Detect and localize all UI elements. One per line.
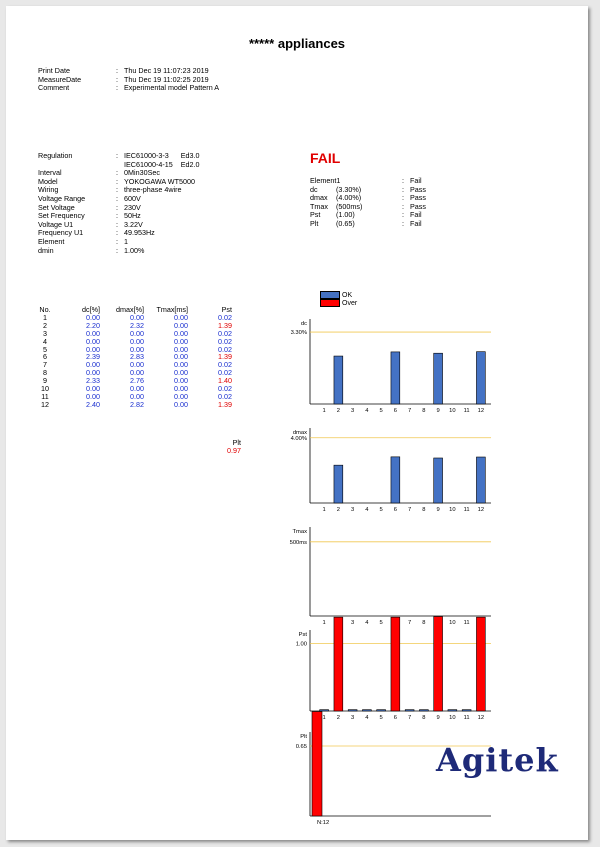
print-date-label: Print Date	[38, 66, 70, 75]
x-tick-label: 10	[449, 507, 456, 513]
colon: :	[402, 184, 404, 194]
cell-pst: 0.02	[218, 344, 232, 354]
cell-pst: 0.02	[218, 312, 232, 322]
colon: :	[402, 210, 404, 220]
model-value: YOKOGAWA WT5000	[124, 176, 195, 186]
cell-dmax: 0.00	[130, 312, 144, 322]
colon: :	[402, 201, 404, 211]
cell-tmax: 0.00	[174, 384, 188, 394]
colon: :	[116, 185, 118, 195]
wiring-value: three-phase 4wire	[124, 185, 182, 195]
cell-dmax: 2.32	[130, 320, 144, 330]
bar	[391, 352, 400, 404]
measure-date-label: MeasureDate	[38, 74, 82, 84]
x-tick-label: 4	[365, 507, 369, 513]
cell-dmax: 0.00	[130, 336, 144, 346]
element-value: 1	[124, 237, 128, 246]
set-voltage-value: 230V	[124, 202, 141, 212]
comment-label: Comment	[38, 83, 70, 93]
voltage-range-label: Voltage Range	[38, 194, 86, 203]
colon: :	[402, 193, 404, 203]
cell-dmax: 0.00	[130, 368, 144, 378]
col-header-dmax: dmax[%]	[116, 305, 144, 314]
colon: :	[116, 176, 118, 186]
print-date-value: Thu Dec 19 11:07:23 2019	[124, 66, 209, 75]
cell-pst: 1.39	[218, 399, 232, 409]
cell-dmax: 2.83	[130, 352, 144, 362]
colon: :	[116, 66, 118, 75]
colon: :	[116, 211, 118, 221]
colon: :	[116, 194, 118, 203]
fail-status: FAIL	[310, 150, 341, 166]
x-tick-label: 8	[422, 408, 426, 414]
frequency-u1-value: 49.953Hz	[124, 228, 155, 238]
element-label: Element	[38, 237, 65, 246]
bar	[377, 710, 386, 711]
x-tick-label: 1	[322, 507, 326, 513]
regulation-value-1: IEC61000-3-3 Ed3.0	[124, 151, 200, 160]
cell-dmax: 0.00	[130, 360, 144, 370]
x-tick-label: 5	[379, 620, 383, 626]
bar	[320, 710, 329, 711]
result-limit: (500ms)	[336, 201, 363, 211]
y-axis-label: Tmax	[292, 529, 307, 535]
bar	[334, 356, 343, 404]
cell-dc: 0.00	[86, 328, 100, 338]
cell-no: 3	[43, 328, 47, 338]
x-tick-label: 12	[477, 507, 485, 513]
cell-tmax: 0.00	[174, 368, 188, 378]
y-axis-label: dmax	[292, 430, 307, 436]
dmin-label: dmin	[38, 245, 54, 255]
colon: :	[116, 168, 118, 178]
x-tick-label: 5	[379, 715, 383, 721]
x-tick-label: 8	[422, 507, 426, 513]
cell-no: 5	[43, 344, 47, 354]
bar	[448, 710, 457, 711]
bar	[434, 353, 443, 404]
plt-label: Plt	[232, 438, 241, 447]
cell-dc: 0.00	[86, 391, 100, 401]
cell-dc: 2.33	[86, 376, 100, 386]
cell-no: 1	[43, 312, 47, 322]
x-tick-label: 3	[351, 620, 355, 626]
cell-tmax: 0.00	[174, 360, 188, 370]
report-page	[6, 6, 588, 840]
colon: :	[116, 74, 118, 84]
colon: :	[116, 228, 118, 238]
bar	[405, 710, 414, 711]
cell-dmax: 0.00	[130, 391, 144, 401]
x-tick-label: 7	[408, 408, 412, 414]
x-tick-label: 2	[336, 715, 340, 721]
bar	[391, 617, 400, 711]
cell-tmax: 0.00	[174, 328, 188, 338]
x-tick-label: 6	[393, 507, 397, 513]
cell-pst: 0.02	[218, 328, 232, 338]
cell-tmax: 0.00	[174, 399, 188, 409]
voltage-u1-value: 3.22V	[124, 219, 143, 229]
cell-no: 10	[41, 384, 49, 394]
result-limit: (4.00%)	[336, 193, 362, 203]
regulation-label: Regulation	[38, 151, 73, 160]
bar	[391, 457, 400, 503]
result-judge: Fail	[410, 176, 422, 185]
x-tick-label: 1	[322, 620, 326, 626]
cell-dmax: 0.00	[130, 384, 144, 394]
bar	[348, 710, 357, 711]
x-tick-label: 5	[379, 507, 383, 513]
result-name: Pst	[310, 210, 321, 220]
cell-dmax: 0.00	[130, 328, 144, 338]
x-tick-label: 9	[436, 408, 440, 414]
regulation-value-2: IEC61000-4-15 Ed2.0	[124, 159, 200, 169]
x-tick-label: 4	[365, 408, 369, 414]
result-judge: Pass	[410, 184, 426, 194]
cell-pst: 1.39	[218, 320, 232, 330]
set-frequency-value: 50Hz	[124, 211, 141, 221]
voltage-range-value: 600V	[124, 194, 141, 203]
cell-tmax: 0.00	[174, 352, 188, 362]
x-tick-label: 6	[393, 408, 397, 414]
x-tick-label: 10	[449, 715, 456, 721]
cell-no: 2	[43, 320, 47, 330]
cell-dc: 0.00	[86, 360, 100, 370]
cell-pst: 0.02	[218, 360, 232, 370]
result-limit: (1.00)	[336, 210, 355, 220]
cell-tmax: 0.00	[174, 320, 188, 330]
cell-dc: 0.00	[86, 368, 100, 378]
cell-no: 8	[43, 368, 47, 378]
bar	[434, 617, 443, 712]
bar	[362, 710, 371, 711]
x-tick-label: 3	[351, 408, 355, 414]
cell-dmax: 2.76	[130, 376, 144, 386]
x-tick-label: 11	[463, 715, 470, 721]
bar	[462, 710, 471, 711]
x-tick-label: 2	[336, 408, 340, 414]
cell-tmax: 0.00	[174, 344, 188, 354]
result-judge: Fail	[410, 210, 422, 220]
x-tick-label: 5	[379, 408, 383, 414]
cell-pst: 1.40	[218, 376, 232, 386]
col-header-pst: Pst	[221, 305, 232, 314]
frequency-u1-label: Frequency U1	[38, 228, 84, 238]
set-frequency-label: Set Frequency	[38, 211, 85, 221]
x-tick-label: 12	[477, 408, 485, 414]
x-tick-label: 11	[463, 408, 470, 414]
cell-tmax: 0.00	[174, 312, 188, 322]
x-tick-label: 10	[449, 620, 456, 626]
y-axis-label: Pst	[298, 632, 307, 638]
bar	[434, 458, 443, 503]
colon: :	[116, 237, 118, 246]
cell-no: 11	[41, 391, 49, 401]
colon: :	[116, 202, 118, 212]
x-tick-label: 2	[336, 507, 340, 513]
colon: :	[116, 83, 118, 93]
y-axis-label: Plt	[300, 734, 307, 740]
x-tick-label: 8	[422, 620, 426, 626]
colon: :	[116, 219, 118, 229]
legend-label-ok: OK	[342, 291, 353, 299]
limit-label: 0.65	[295, 744, 307, 750]
voltage-u1-label: Voltage U1	[38, 219, 74, 229]
colon: :	[116, 151, 118, 160]
x-tick-label: N:12	[317, 820, 330, 826]
interval-label: Interval	[38, 168, 62, 178]
cell-dc: 0.00	[86, 344, 100, 354]
x-tick-label: 3	[351, 715, 355, 721]
col-header-tmax: Tmax[ms]	[156, 305, 188, 314]
cell-tmax: 0.00	[174, 376, 188, 386]
result-judge: Fail	[410, 219, 422, 228]
cell-dmax: 2.82	[130, 399, 144, 409]
cell-tmax: 0.00	[174, 336, 188, 346]
x-tick-label: 4	[365, 715, 369, 721]
x-tick-label: 4	[365, 620, 369, 626]
colon: :	[402, 176, 404, 185]
result-judge: Pass	[410, 201, 426, 211]
col-header-dc: dc[%]	[82, 305, 100, 314]
bar	[476, 617, 485, 711]
result-judge: Pass	[410, 193, 426, 203]
result-limit: (3.30%)	[336, 184, 362, 194]
cell-no: 6	[43, 352, 47, 362]
x-tick-label: 6	[393, 715, 397, 721]
measure-date-value: Thu Dec 19 11:02:25 2019	[124, 74, 209, 84]
bar-charts	[6, 6, 588, 840]
cell-tmax: 0.00	[174, 391, 188, 401]
limit-label: 1.00	[295, 641, 307, 648]
cell-pst: 1.39	[218, 352, 232, 362]
interval-value: 0Min30Sec	[124, 168, 160, 178]
model-label: Model	[38, 176, 58, 186]
limit-label: 4.00%	[290, 435, 307, 442]
cell-no: 4	[43, 336, 47, 346]
set-voltage-label: Set Voltage	[38, 202, 75, 212]
colon: :	[116, 245, 118, 255]
cell-dmax: 0.00	[130, 344, 144, 354]
report-title: ***** appliances	[248, 36, 346, 51]
cell-pst: 0.02	[218, 368, 232, 378]
x-tick-label: 8	[422, 715, 426, 721]
x-tick-label: 9	[436, 507, 440, 513]
bar	[419, 710, 428, 711]
comment-value: Experimental model Pattern A	[124, 83, 220, 93]
limit-label: 3.30%	[290, 330, 307, 337]
cell-pst: 0.02	[218, 391, 232, 401]
cell-dc: 0.00	[86, 336, 100, 346]
plt-value: 0.97	[227, 446, 241, 455]
cell-no: 7	[43, 360, 47, 370]
result-name: dc	[310, 184, 318, 194]
cell-dc: 0.00	[86, 384, 100, 394]
bar	[476, 352, 485, 404]
x-tick-label: 10	[449, 408, 456, 414]
cell-pst: 0.02	[218, 336, 232, 346]
x-tick-label: 11	[463, 620, 470, 626]
result-name: Plt	[310, 219, 319, 228]
x-tick-label: 3	[351, 507, 355, 513]
legend-label-over: Over	[342, 299, 358, 307]
bar	[476, 457, 485, 503]
cell-dc: 2.39	[86, 352, 100, 362]
col-header-no: No.	[39, 305, 51, 314]
cell-no: 12	[41, 399, 49, 409]
limit-label: 500ms	[289, 539, 307, 546]
result-name: dmax	[310, 193, 328, 203]
x-tick-label: 7	[408, 507, 412, 513]
result-limit: (0.65)	[336, 219, 355, 228]
x-tick-label: 1	[322, 408, 326, 414]
y-axis-label: dc	[300, 321, 307, 327]
x-tick-label: 7	[408, 715, 412, 721]
result-name: Tmax	[310, 201, 328, 211]
x-tick-label: 12	[477, 715, 485, 721]
bar	[334, 465, 343, 503]
colon: :	[402, 219, 404, 228]
cell-no: 9	[43, 376, 47, 386]
x-tick-label: 9	[436, 715, 440, 721]
cell-dc: 0.00	[86, 312, 100, 322]
agitek-logo: Agitek	[436, 741, 559, 779]
result-name: Element1	[310, 176, 341, 185]
wiring-label: Wiring	[38, 185, 59, 195]
x-tick-label: 11	[463, 507, 470, 513]
bar	[334, 617, 343, 711]
cell-dc: 2.40	[86, 399, 100, 409]
cell-pst: 0.02	[218, 384, 232, 394]
bar	[312, 712, 322, 816]
cell-dc: 2.20	[86, 320, 100, 330]
dmin-value: 1.00%	[124, 245, 145, 255]
x-tick-label: 1	[322, 715, 326, 721]
x-tick-label: 7	[408, 620, 412, 626]
